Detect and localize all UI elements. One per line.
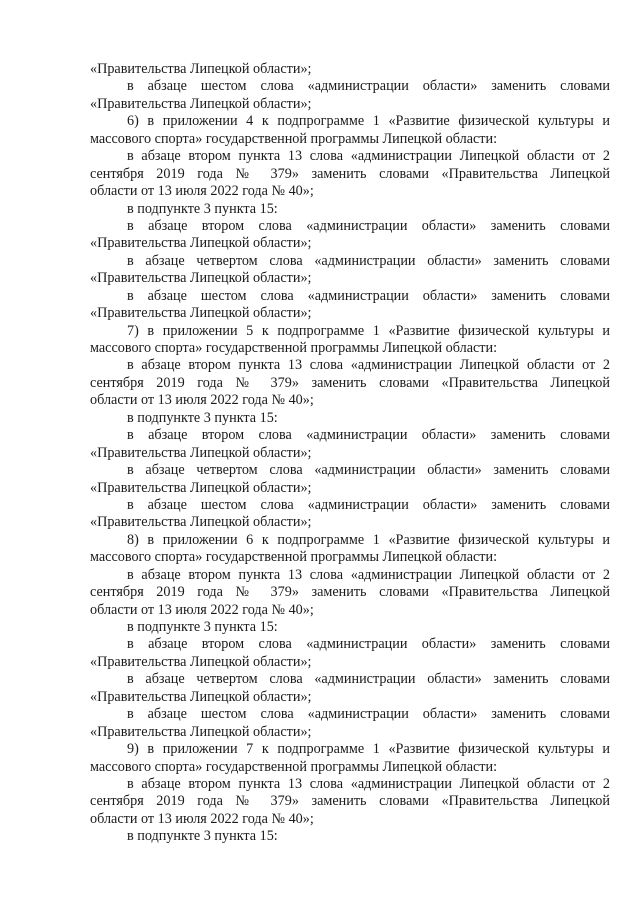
text-line: области от 13 июля 2022 года № 40»;	[90, 183, 314, 200]
text-line: 7) в приложении 5 к подпрограмме 1 «Развитие физической культуры и	[127, 322, 610, 339]
text-line: 9) в приложении 7 к подпрограмме 1 «Развитие физической культуры и	[127, 741, 610, 758]
text-line: в абзаце втором пункта 13 слова «администрации Липецкой области от 2	[127, 775, 610, 792]
paragraph	[90, 253, 610, 288]
text-line: области от 13 июля 2022 года № 40»;	[90, 601, 314, 618]
text-line: «Правительства Липецкой области»;	[90, 688, 312, 705]
text-line: массового спорта» государственной программы Липецкой области:	[90, 340, 498, 356]
text-line: в абзаце втором пункта 13 слова «администрации Липецкой области от 2	[127, 148, 610, 165]
text-line: «Правительства Липецкой области»;	[90, 235, 312, 252]
paragraph	[90, 410, 610, 427]
paragraph	[90, 828, 610, 845]
text-line: в подпункте 3 пункта 15:	[127, 409, 278, 426]
paragraph-item-7	[90, 323, 610, 358]
paragraph	[90, 636, 610, 671]
paragraph	[90, 218, 610, 253]
paragraph-continuation	[90, 61, 610, 78]
paragraph	[90, 776, 610, 828]
paragraph	[90, 462, 610, 497]
text-line: в абзаце втором слова «администрации области» заменить словами	[127, 427, 610, 444]
text-line: «Правительства Липецкой области»;	[90, 479, 312, 496]
paragraph	[90, 357, 610, 409]
text-line: «Правительства Липецкой области»;	[90, 444, 312, 461]
text-line: 8) в приложении 6 к подпрограмме 1 «Развитие физической культуры и	[127, 531, 610, 548]
text-line: в абзаце втором слова «администрации области» заменить словами	[127, 217, 610, 234]
text-line: в подпункте 3 пункта 15:	[127, 828, 278, 845]
text-line: в абзаце шестом слова «администрации области» заменить словами	[127, 287, 610, 304]
text-line: в подпункте 3 пункта 15:	[127, 619, 278, 635]
paragraph	[90, 288, 610, 323]
paragraph	[90, 497, 610, 532]
text-line: области от 13 июля 2022 года № 40»;	[90, 810, 314, 827]
text-line: массового спорта» государственной программы Липецкой области:	[90, 549, 498, 566]
text-line: «Правительства Липецкой области»;	[90, 723, 312, 740]
paragraph	[90, 78, 610, 113]
text-line: массового спорта» государственной программы Липецкой области:	[90, 130, 498, 147]
paragraph	[90, 706, 610, 741]
text-line: в абзаце втором пункта 13 слова «администрации Липецкой области от 2	[127, 357, 610, 374]
text-line: «Правительства Липецкой области»;	[90, 95, 312, 112]
paragraph-item-8	[90, 532, 610, 567]
paragraph	[90, 201, 610, 218]
text-line: 6) в приложении 4 к подпрограмме 1 «Развитие физической культуры и	[127, 113, 610, 130]
paragraph	[90, 619, 610, 636]
text-line: сентября 2019 года № 379» заменить словами «Правительства Липецкой	[90, 584, 610, 601]
paragraph	[90, 427, 610, 462]
text-line: в абзаце четвертом слова «администрации области» заменить словами	[127, 671, 610, 688]
paragraph	[90, 671, 610, 706]
text-line: в абзаце шестом слова «администрации области» заменить словами	[127, 496, 610, 513]
text-line: «Правительства Липецкой области»;	[90, 61, 312, 77]
text-line: в абзаце четвертом слова «администрации области» заменить словами	[127, 252, 610, 269]
text-line: «Правительства Липецкой области»;	[90, 305, 312, 322]
text-line: массового спорта» государственной программы Липецкой области:	[90, 758, 498, 775]
text-line: сентября 2019 года № 379» заменить словами «Правительства Липецкой	[90, 793, 610, 810]
text-line: в абзаце втором пункта 13 слова «администрации Липецкой области от 2	[127, 566, 610, 583]
text-line: области от 13 июля 2022 года № 40»;	[90, 392, 314, 409]
text-line: в абзаце втором слова «администрации области» заменить словами	[127, 636, 610, 653]
paragraph	[90, 567, 610, 619]
text-line: «Правительства Липецкой области»;	[90, 270, 312, 287]
text-line: сентября 2019 года № 379» заменить словами «Правительства Липецкой	[90, 374, 610, 391]
text-line: «Правительства Липецкой области»;	[90, 653, 312, 670]
text-line: в подпункте 3 пункта 15:	[127, 200, 278, 217]
document-text	[90, 61, 610, 846]
text-line: «Правительства Липецкой области»;	[90, 514, 312, 531]
paragraph	[90, 148, 610, 200]
text-line: в абзаце шестом слова «администрации области» заменить словами	[127, 706, 610, 723]
text-line: сентября 2019 года № 379» заменить словами «Правительства Липецкой	[90, 165, 610, 182]
text-line: в абзаце четвертом слова «администрации области» заменить словами	[127, 462, 610, 479]
paragraph-item-6	[90, 113, 610, 148]
text-line: в абзаце шестом слова «администрации области» заменить словами	[127, 78, 610, 95]
paragraph-item-9	[90, 741, 610, 776]
